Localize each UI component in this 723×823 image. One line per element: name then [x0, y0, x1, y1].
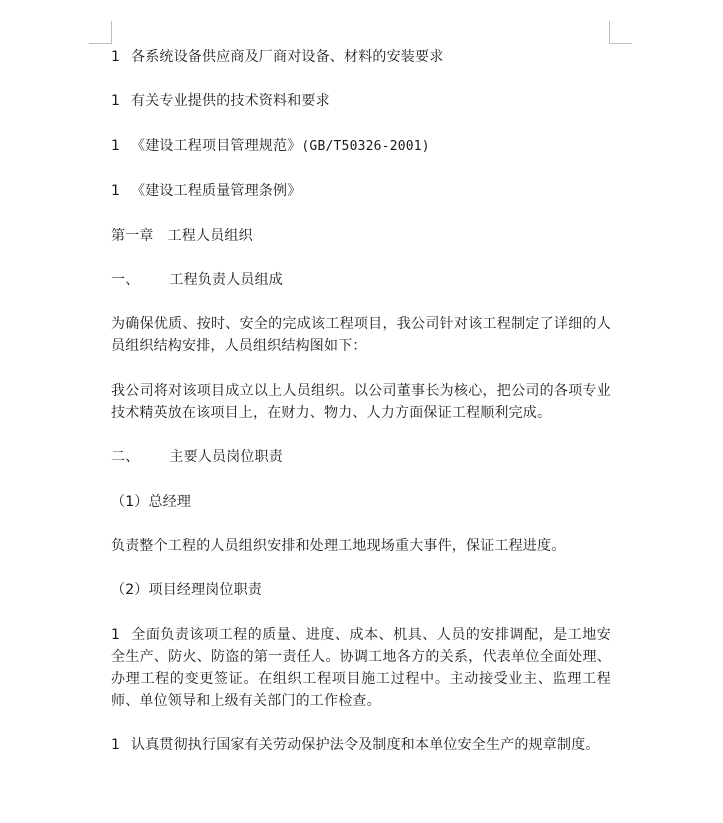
body-paragraph: 负责整个工程的人员组织安排和处理工地现场重大事件，保证工程进度。: [111, 537, 566, 554]
list-number: 1: [111, 183, 121, 200]
list-number: 1: [111, 49, 121, 65]
chapter-number: 第一章: [111, 227, 154, 244]
list-text: 有关专业提供的技术资料和要求: [131, 93, 330, 110]
subsection-heading: （1）总经理: [111, 493, 192, 510]
list-item: [111, 180, 611, 202]
list-item: [111, 734, 611, 756]
list-text: 各系统设备供应商及厂商对设备、材料的安装要求: [131, 49, 444, 65]
subsection-heading: （2）项目经理岗位职责: [111, 582, 263, 599]
list-number: 1: [111, 626, 121, 643]
chapter-heading: [111, 225, 611, 247]
section-number: 二、: [111, 449, 140, 466]
section-title: 主要人员岗位职责: [169, 449, 284, 466]
list-item: [111, 90, 611, 112]
top-right-margin-mark: [609, 21, 632, 44]
list-text: 《建设工程项目管理规范》: [131, 137, 302, 154]
chapter-title: 工程人员组织: [167, 227, 253, 244]
top-left-margin-mark: [89, 21, 112, 44]
list-number: 1: [111, 137, 121, 154]
list-text: 认真贯彻执行国家有关劳动保护法令及制度和本单位安全生产的规章制度。: [131, 737, 600, 754]
list-item: [111, 624, 611, 712]
list-number: 1: [111, 737, 121, 754]
section-heading: [111, 269, 611, 291]
list-text: 全面负责该项工程的质量、进度、成本、机具、人员的安排调配，是工地安全生产、防火、防盗的第一责任人。协调工地各方的关系，代表单位全面处理、办理工程的变更签证。在组织工程项目施工过程中。主动接受业主、监理工程师、单位领导和上级有关部门的工作检查。: [111, 626, 611, 709]
body-paragraph: 我公司将对该项目成立以上人员组织。以公司董事长为核心，把公司的各项专业技术精英放在该项目上，在财力、物力、人力方面保证工程顺利完成。: [111, 382, 611, 421]
list-item: [111, 46, 611, 68]
section-heading: [111, 446, 611, 468]
document-body[interactable]: [111, 46, 611, 778]
standard-code: (GB/T50326-2001): [301, 138, 430, 154]
section-title: 工程负责人员组成: [169, 271, 284, 288]
list-item: [111, 135, 611, 158]
list-text: 《建设工程质量管理条例》: [131, 183, 302, 200]
section-number: 一、: [111, 271, 140, 288]
body-paragraph: 为确保优质、按时、安全的完成该工程项目，我公司针对该工程制定了详细的人员组织结构安排，人员组织结构图如下：: [111, 316, 611, 355]
list-number: 1: [111, 93, 121, 110]
